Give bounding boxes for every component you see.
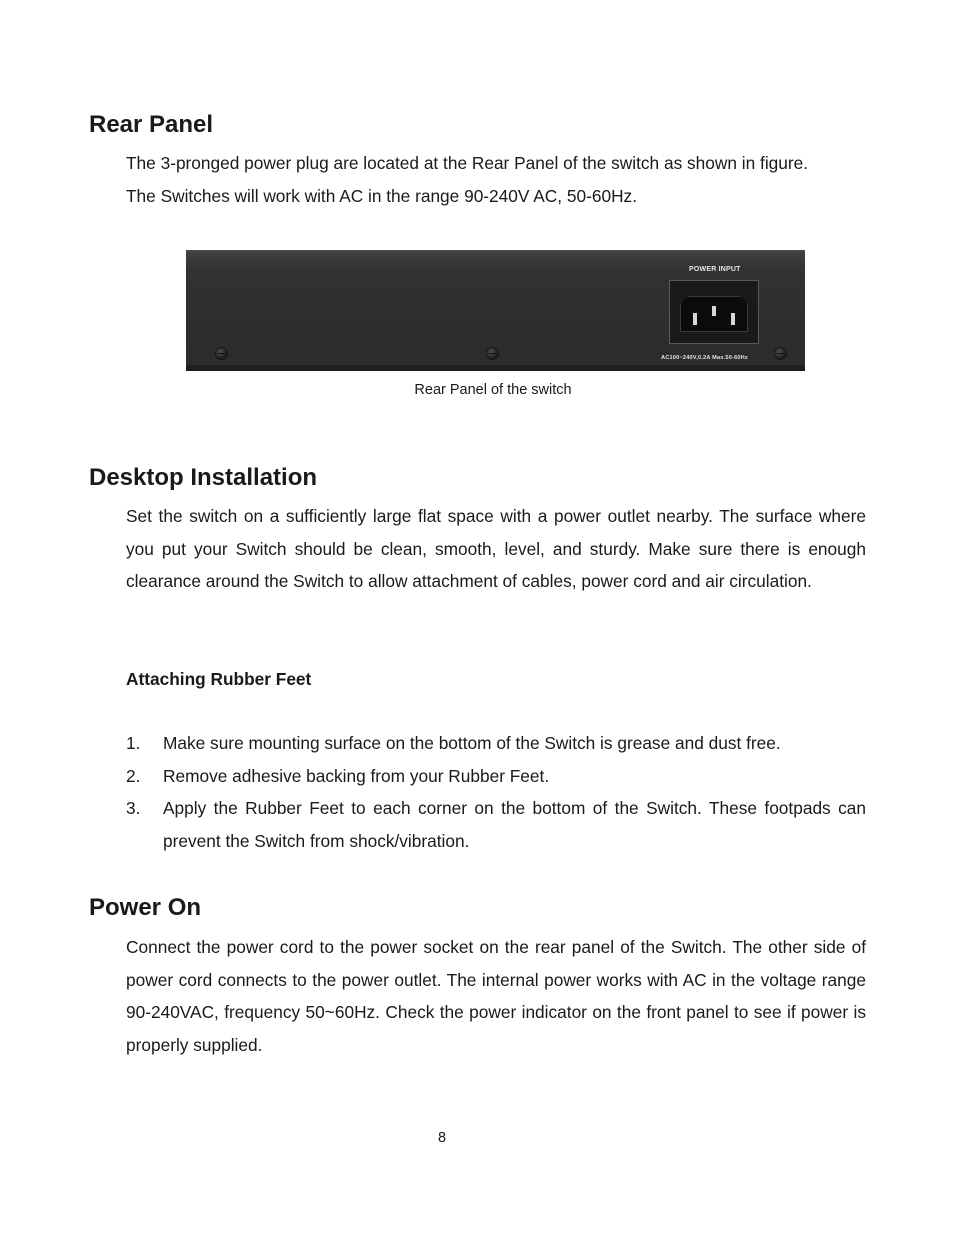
step-number: 3. — [126, 798, 141, 818]
figure-caption: Rear Panel of the switch — [414, 382, 572, 398]
heading-desktop-installation: Desktop Installation — [89, 464, 318, 491]
screw-icon — [487, 348, 498, 359]
rear-panel-line-2: The Switches will work with AC in the range 90-240V AC, 50-60Hz. — [126, 185, 637, 206]
panel-bottom-lip — [186, 365, 805, 369]
rubber-feet-steps — [126, 727, 866, 857]
step-text: Remove adhesive backing from your Rubber Feet. — [163, 765, 550, 786]
power-rating-label: AC100~240V,0.2A Max.50-60Hz — [661, 355, 748, 361]
subheading-attaching-rubber-feet: Attaching Rubber Feet — [126, 669, 312, 689]
step-text: Apply the Rubber Feet to each corner on the bottom of the Switch. These footpads can prevent the Switch from shock/vibration. — [163, 798, 866, 851]
power-socket — [669, 280, 759, 344]
power-on-paragraph: Connect the power cord to the power socket on the rear panel of the Switch. The other side of power cord connects to the power outlet. The internal power works with AC in the voltage range 90-240VAC, frequency 50~60Hz. Check the power indicator on the front panel to see if power is properly supplied. — [126, 937, 866, 1055]
rear-panel-text — [126, 147, 866, 212]
step-text: Make sure mounting surface on the bottom of the Switch is grease and dust free. — [163, 733, 781, 753]
power-input-label: POWER INPUT — [689, 266, 741, 273]
rear-panel-image — [186, 250, 805, 371]
step-number: 1. — [126, 733, 141, 753]
page-number: 8 — [437, 1130, 447, 1146]
list-item — [126, 727, 866, 760]
socket-pin-left — [693, 313, 697, 325]
screw-icon — [775, 348, 786, 359]
desktop-installation-paragraph: Set the switch on a sufficiently large flat space with a power outlet nearby. The surface where you put your Switch should be clean, smooth, level, and sturdy. Make sure there is enough clearance around the Switch to allow attachment of cables, power cord and air circulation. — [126, 506, 866, 591]
rear-panel-line-1: The 3-pronged power plug are located at the Rear Panel of the switch as shown in figure. — [126, 153, 809, 173]
socket-pin-right — [731, 313, 735, 325]
step-number: 2. — [126, 765, 141, 786]
list-item — [126, 760, 866, 793]
list-item — [126, 792, 866, 857]
heading-rear-panel: Rear Panel — [89, 111, 214, 138]
socket-pin-ground — [712, 306, 716, 316]
power-socket-icon — [680, 296, 748, 332]
screw-icon — [216, 348, 227, 359]
heading-power-on: Power On — [89, 894, 202, 921]
